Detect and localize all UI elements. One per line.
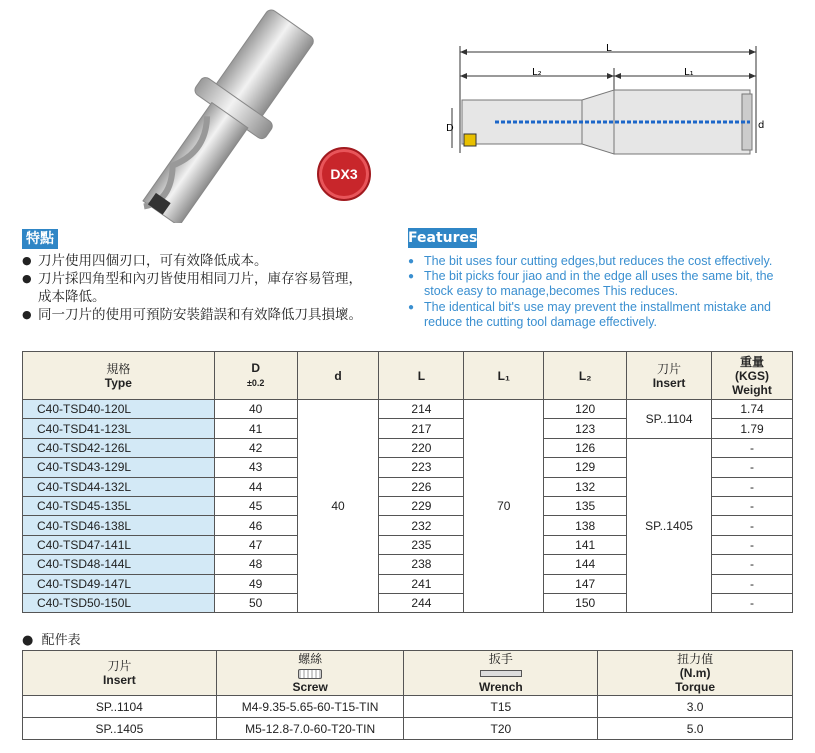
- cell-insert-merged: SP..1104: [627, 400, 712, 439]
- cell-D: 40: [214, 400, 297, 419]
- cell-L2: 138: [544, 516, 627, 535]
- col-header-L1: L₁: [464, 352, 544, 400]
- drill-product-image: [40, 8, 340, 223]
- features-cn-title: 特點: [22, 229, 58, 249]
- cell-insert: SP..1104: [23, 696, 217, 718]
- cell-L: 244: [379, 593, 464, 612]
- list-item: [22, 306, 362, 324]
- cell-D: 42: [214, 438, 297, 457]
- cell-L2: 144: [544, 555, 627, 574]
- cell-screw: M5-12.8-7.0-60-T20-TIN: [216, 718, 404, 740]
- dim-label-L1: L₁: [684, 67, 694, 78]
- col-header-L: L: [379, 352, 464, 400]
- screw-icon: [298, 669, 322, 679]
- dx3-badge: [317, 147, 371, 201]
- feature-cn-text: 刀片採四角型和內刃皆使用相同刀片，庫存容易管理，成本降低。: [38, 271, 362, 305]
- cell-weight: -: [712, 535, 793, 554]
- cell-weight: -: [712, 593, 793, 612]
- cell-weight: 1.74: [712, 400, 793, 419]
- cell-d-merged: 40: [297, 400, 379, 613]
- accessories-title: [22, 629, 81, 648]
- cell-torque: 5.0: [598, 718, 793, 740]
- cell-wrench: T15: [404, 696, 598, 718]
- cell-weight: -: [712, 458, 793, 477]
- col-header-d: d: [297, 352, 379, 400]
- cell-type: C40-TSD49-147L: [23, 574, 215, 593]
- cell-L: 232: [379, 516, 464, 535]
- cell-L2: 126: [544, 438, 627, 457]
- cell-L: 214: [379, 400, 464, 419]
- cell-type: C40-TSD48-144L: [23, 555, 215, 574]
- bullet-icon: ●: [408, 256, 415, 267]
- accessories-table: [22, 650, 793, 740]
- cell-weight: -: [712, 516, 793, 535]
- dim-label-L2: L₂: [532, 67, 542, 78]
- accessories-title-text: 配件表: [41, 633, 81, 648]
- list-item: [22, 252, 362, 270]
- cell-L: 220: [379, 438, 464, 457]
- spec-table: [22, 351, 793, 613]
- badge-label: DX3: [330, 166, 358, 182]
- cell-type: C40-TSD43-129L: [23, 458, 215, 477]
- cell-type: C40-TSD46-138L: [23, 516, 215, 535]
- col-header-wrench: 扳手 Wrench: [404, 651, 598, 696]
- cell-weight: -: [712, 438, 793, 457]
- feature-en-text: The bit picks four jiao and in the edge all uses the same bit, the stock easy to manage,becomes This reduces.: [424, 269, 774, 299]
- cell-L2: 129: [544, 458, 627, 477]
- cell-weight: -: [712, 574, 793, 593]
- bullet-icon: ●: [22, 633, 42, 648]
- col-header-L2: L₂: [544, 352, 627, 400]
- dim-label-L: L: [606, 43, 612, 54]
- cell-L: 223: [379, 458, 464, 477]
- table-row: [23, 400, 793, 419]
- feature-en-text: The identical bit's use may prevent the installment mistake and reduce the cutting tool damage effectively.: [424, 299, 772, 329]
- dimension-diagram: [440, 38, 770, 168]
- cell-D: 50: [214, 593, 297, 612]
- cell-insert-merged: SP..1405: [627, 438, 712, 613]
- cell-L: 226: [379, 477, 464, 496]
- cell-L: 241: [379, 574, 464, 593]
- cell-weight: -: [712, 496, 793, 515]
- features-cn-list: [22, 252, 362, 324]
- spec-header-row: [23, 352, 793, 400]
- cell-wrench: T20: [404, 718, 598, 740]
- bullet-icon: ●: [22, 254, 32, 267]
- table-row: [23, 438, 793, 457]
- bullet-icon: ●: [408, 271, 415, 283]
- cell-D: 44: [214, 477, 297, 496]
- cell-insert: SP..1405: [23, 718, 217, 740]
- cell-D: 47: [214, 535, 297, 554]
- cell-weight: 1.79: [712, 419, 793, 438]
- dim-label-d: d: [758, 120, 765, 131]
- accessories-header-row: [23, 651, 793, 696]
- cell-L2: 123: [544, 419, 627, 438]
- cell-L2: 150: [544, 593, 627, 612]
- cell-L2: 120: [544, 400, 627, 419]
- cell-D: 48: [214, 555, 297, 574]
- col-header-type: 規格 Type: [23, 352, 215, 400]
- cell-D: 43: [214, 458, 297, 477]
- cell-D: 46: [214, 516, 297, 535]
- col-header-insert: 刀片 Insert: [627, 352, 712, 400]
- cell-weight: -: [712, 477, 793, 496]
- feature-en-text: The bit uses four cutting edges,but reduces the cost effectively.: [424, 254, 773, 268]
- list-item: [408, 269, 798, 299]
- wrench-icon: [480, 670, 522, 677]
- cell-type: C40-TSD45-135L: [23, 496, 215, 515]
- col-header-screw: 螺絲 Screw: [216, 651, 404, 696]
- list-item: [22, 270, 362, 306]
- col-header-torque: 扭力值 (N.m) Torque: [598, 651, 793, 696]
- col-header-weight: 重量 (KGS) Weight: [712, 352, 793, 400]
- cell-type: C40-TSD50-150L: [23, 593, 215, 612]
- cell-screw: M4-9.35-5.65-60-T15-TIN: [216, 696, 404, 718]
- cell-D: 45: [214, 496, 297, 515]
- cell-L1-merged: 70: [464, 400, 544, 613]
- cell-type: C40-TSD42-126L: [23, 438, 215, 457]
- list-item: [408, 300, 798, 330]
- feature-cn-text: 同一刀片的使用可預防安裝錯誤和有效降低刀具損壞。: [38, 307, 362, 323]
- bullet-icon: ●: [22, 308, 32, 321]
- bullet-icon: ●: [408, 301, 415, 313]
- cell-L: 229: [379, 496, 464, 515]
- cell-L: 238: [379, 555, 464, 574]
- cell-L2: 141: [544, 535, 627, 554]
- cell-L2: 135: [544, 496, 627, 515]
- cell-D: 49: [214, 574, 297, 593]
- cell-type: C40-TSD40-120L: [23, 400, 215, 419]
- features-en-list: [408, 254, 798, 330]
- cell-torque: 3.0: [598, 696, 793, 718]
- cell-L2: 147: [544, 574, 627, 593]
- col-header-insert: 刀片 Insert: [23, 651, 217, 696]
- cell-type: C40-TSD44-132L: [23, 477, 215, 496]
- cell-L: 217: [379, 419, 464, 438]
- list-item: [408, 254, 798, 269]
- cell-L2: 132: [544, 477, 627, 496]
- cell-D: 41: [214, 419, 297, 438]
- table-row: [23, 718, 793, 740]
- col-header-D: D ±0.2: [214, 352, 297, 400]
- cell-L: 235: [379, 535, 464, 554]
- features-en-title: Features: [408, 230, 478, 246]
- cell-type: C40-TSD47-141L: [23, 535, 215, 554]
- table-row: [23, 696, 793, 718]
- cell-type: C40-TSD41-123L: [23, 419, 215, 438]
- feature-cn-text: 刀片使用四個刃口，可有效降低成本。: [38, 253, 268, 269]
- dim-label-D: D: [446, 123, 454, 134]
- cell-weight: -: [712, 555, 793, 574]
- bullet-icon: ●: [22, 272, 32, 285]
